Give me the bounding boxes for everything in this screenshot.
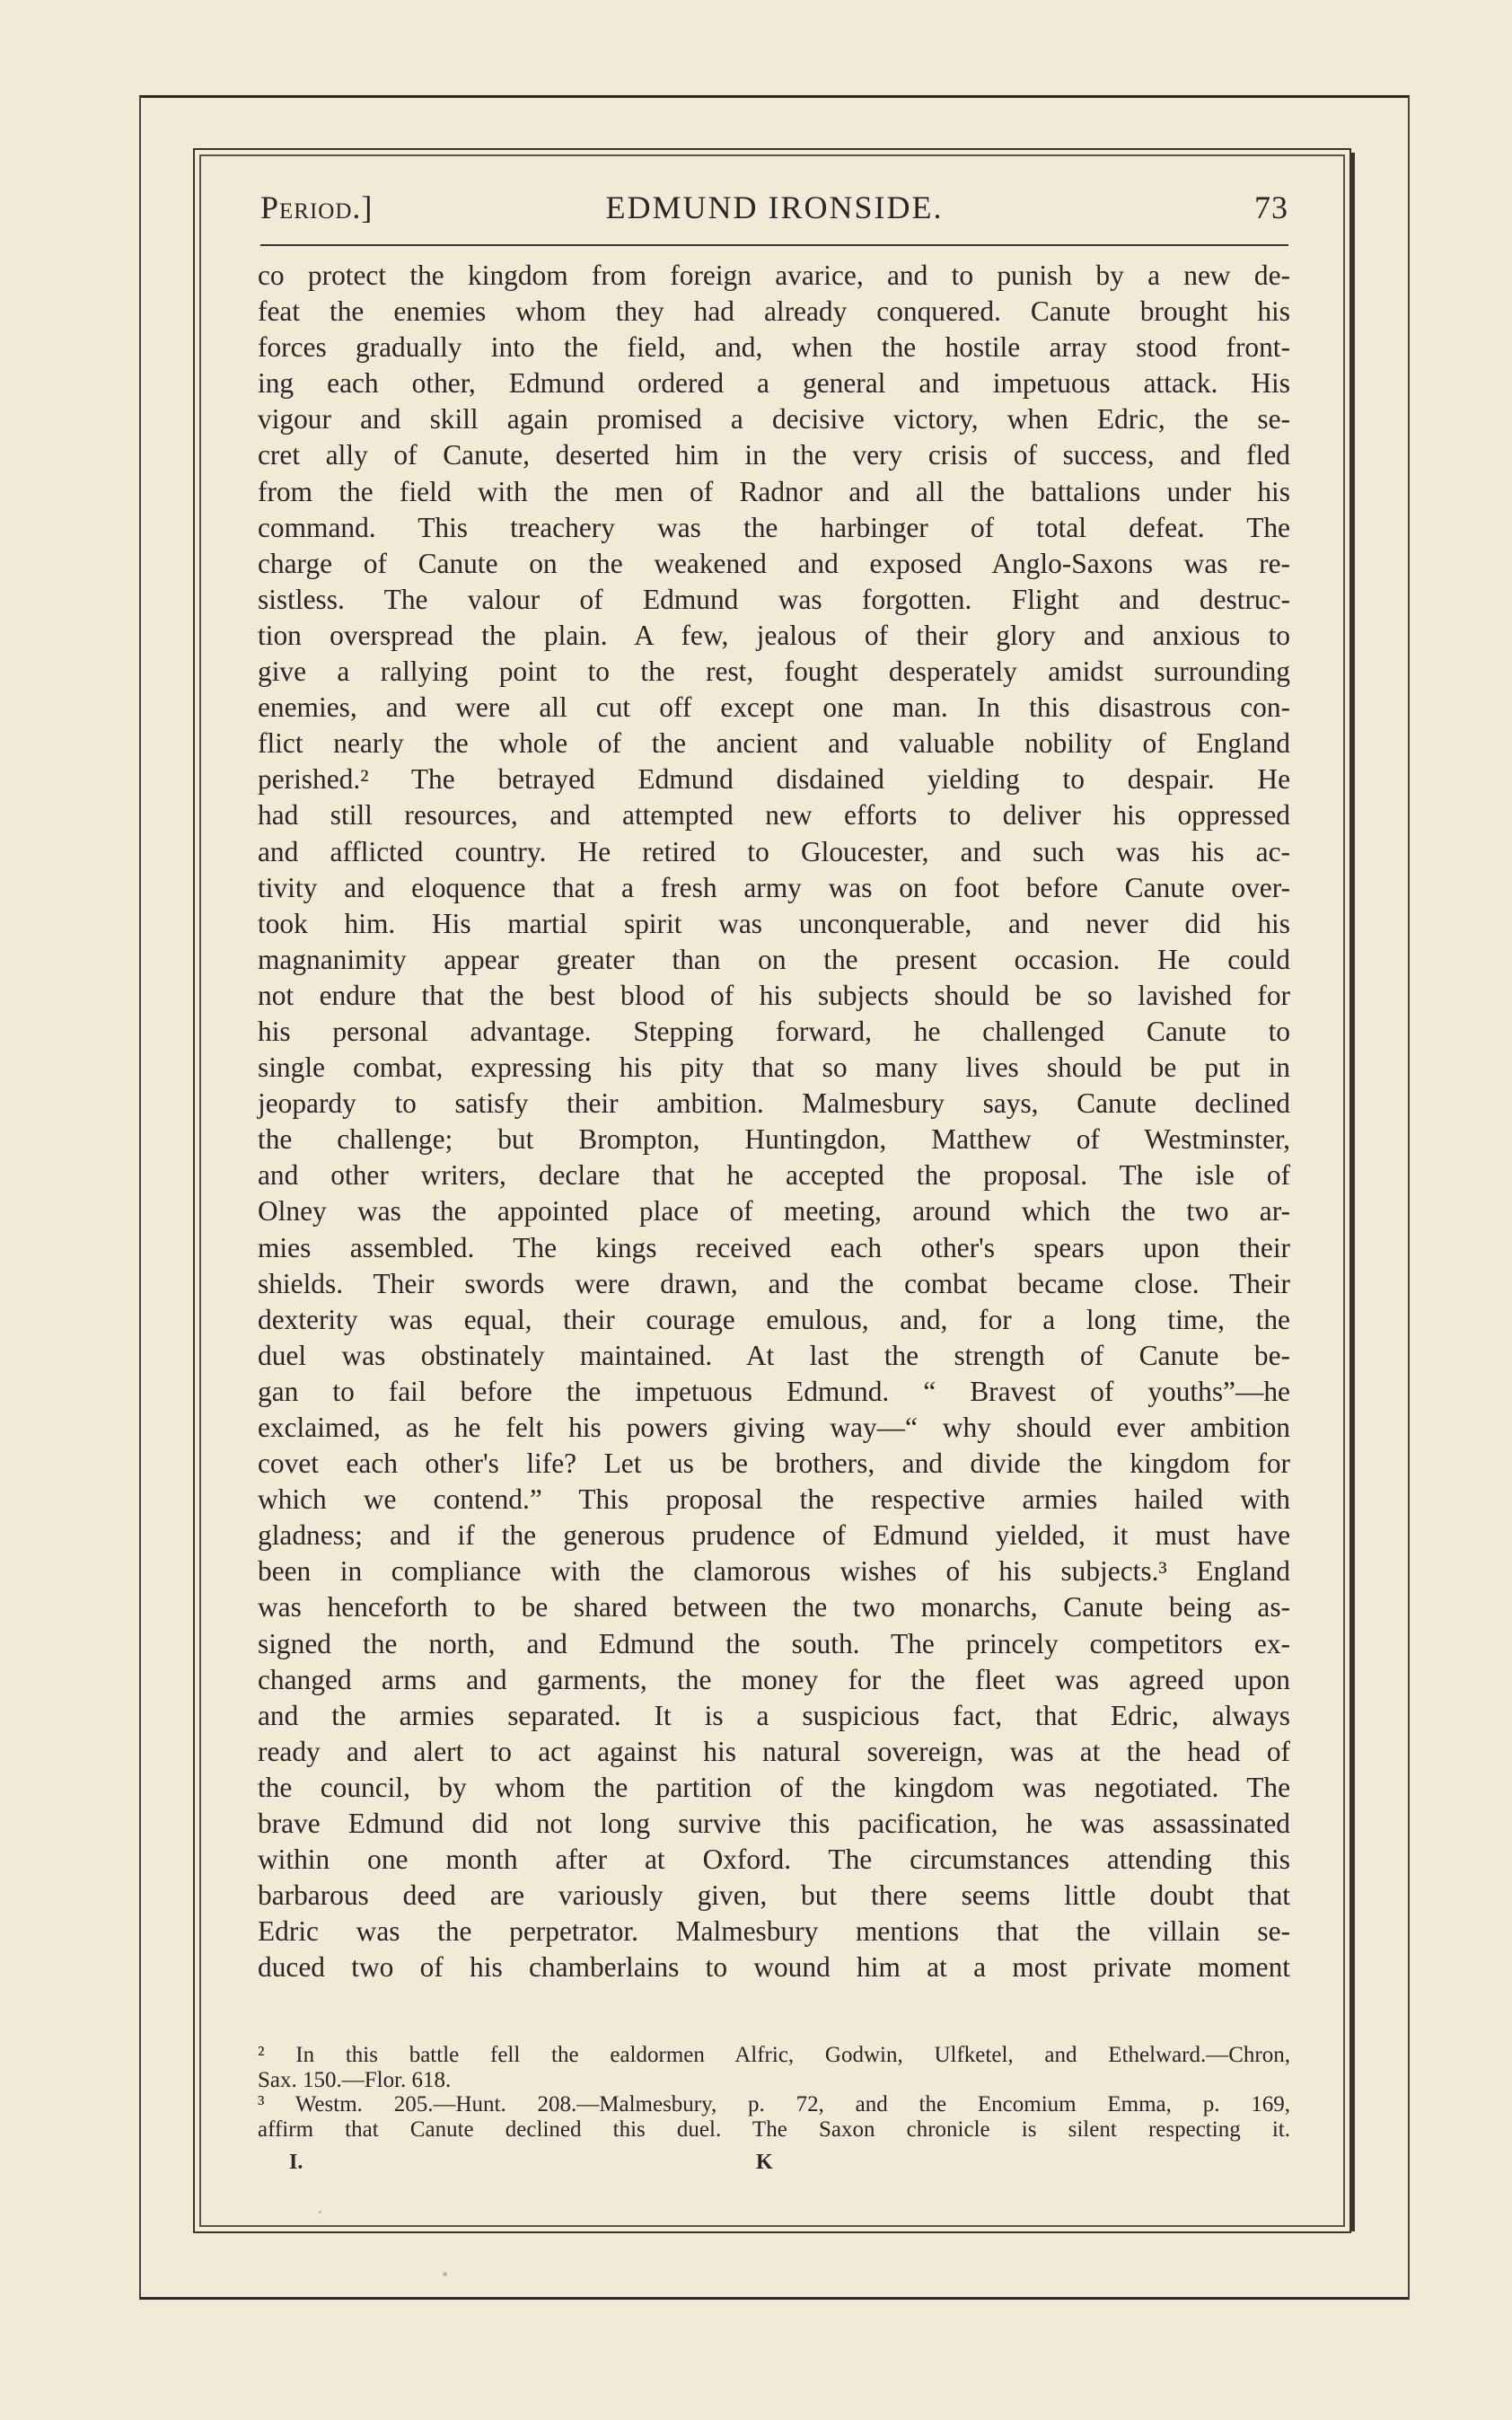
text-line: duel was obstinately maintained. At last the strength of Canute be- bbox=[258, 1339, 1290, 1371]
page-number: 73 bbox=[1254, 189, 1288, 225]
text-line: feat the enemies whom they had already conquered. Canute brought his bbox=[258, 295, 1290, 328]
text-line: ing each other, Edmund ordered a general and impetuous attack. His bbox=[258, 367, 1290, 400]
text-line: gladness; and if the generous prudence of Edmund yielded, it must have bbox=[258, 1519, 1290, 1552]
text-line: forces gradually into the field, and, when the hostile array stood front- bbox=[258, 331, 1290, 364]
text-line: the council, by whom the partition of the kingdom was negotiated. The bbox=[258, 1771, 1290, 1803]
text-line: Olney was the appointed place of meeting, around which the two ar- bbox=[258, 1195, 1290, 1228]
text-line: flict nearly the whole of the ancient and valuable nobility of England bbox=[258, 727, 1290, 760]
header-title: EDMUND IRONSIDE. bbox=[605, 189, 944, 225]
text-line: single combat, expressing his pity that so many lives should be put in bbox=[258, 1052, 1290, 1084]
text-line: exclaimed, as he felt his powers giving way—“ why should ever ambition bbox=[258, 1412, 1290, 1443]
text-line: was henceforth to be shared between the two monarchs, Canute being as- bbox=[258, 1591, 1290, 1624]
page-edge-shadow bbox=[1351, 153, 1355, 2231]
printer-signature bbox=[258, 2151, 796, 2178]
text-line: signed the north, and Edmund the south. The princely competitors ex- bbox=[258, 1627, 1290, 1659]
footnotes bbox=[258, 2043, 1290, 2142]
text-line: the challenge; but Brompton, Huntingdon, Matthew of Westminster, bbox=[258, 1123, 1290, 1156]
text-line: shields. Their swords were drawn, and the combat became close. Their bbox=[258, 1267, 1290, 1299]
text-line: and other writers, declare that he accepted the proposal. The isle of bbox=[258, 1159, 1290, 1192]
signature-volume: I. bbox=[289, 2151, 303, 2174]
text-line: gan to fail before the impetuous Edmund. “ Bravest of youths”—he bbox=[258, 1375, 1290, 1407]
text-line: covet each other's life? Let us be brothers, and divide the kingdom for bbox=[258, 1448, 1290, 1480]
text-line: co protect the kingdom from foreign avarice, and to punish by a new de- bbox=[258, 260, 1290, 291]
text-line: enemies, and were all cut off except one man. In this disastrous con- bbox=[258, 691, 1290, 724]
text-line: mies assembled. The kings received each other's spears upon their bbox=[258, 1231, 1290, 1263]
text-line: dexterity was equal, their courage emulous, and, for a long time, the bbox=[258, 1303, 1290, 1335]
body-text bbox=[258, 258, 1290, 2022]
text-line: cret ally of Canute, deserted him in the very crisis of success, and fled bbox=[258, 439, 1290, 471]
text-line: charge of Canute on the weakened and exposed Anglo-Saxons was re- bbox=[258, 547, 1290, 579]
text-line: and the armies separated. It is a suspicious fact, that Edric, always bbox=[258, 1699, 1290, 1731]
text-line: changed arms and garments, the money for the fleet was agreed upon bbox=[258, 1663, 1290, 1695]
footnote-line: affirm that Canute declined this duel. The Saxon chronicle is silent respecting it. bbox=[258, 2116, 1290, 2142]
text-line: had still resources, and attempted new efforts to deliver his oppressed bbox=[258, 799, 1290, 832]
text-line: from the field with the men of Radnor and all the battalions under his bbox=[258, 475, 1290, 507]
header-section-label: Period.] bbox=[260, 189, 374, 225]
paper-speck bbox=[319, 2211, 321, 2213]
text-line bbox=[258, 1986, 1290, 2022]
text-line: his personal advantage. Stepping forward, he challenged Canute to bbox=[258, 1015, 1290, 1047]
text-line: and afflicted country. He retired to Gloucester, and such was his ac- bbox=[258, 835, 1290, 867]
text-line: took him. His martial spirit was unconquerable, and never did his bbox=[258, 907, 1290, 939]
text-line: which we contend.” This proposal the respective armies hailed with bbox=[258, 1483, 1290, 1516]
text-line: duced two of his chamberlains to wound him at a most private moment bbox=[258, 1951, 1290, 1984]
text-line: brave Edmund did not long survive this pacification, he was assassinated bbox=[258, 1808, 1290, 1840]
header-rule bbox=[260, 244, 1288, 246]
text-line: magnanimity appear greater than on the present occasion. He could bbox=[258, 943, 1290, 975]
text-line: barbarous deed are variously given, but there seems little doubt that bbox=[258, 1879, 1290, 1912]
text-line: ready and alert to act against his natural sovereign, was at the head of bbox=[258, 1735, 1290, 1767]
text-line: give a rallying point to the rest, fought desperately amidst surrounding bbox=[258, 656, 1290, 688]
text-line: tion overspread the plain. A few, jealous of their glory and anxious to bbox=[258, 619, 1290, 651]
footnote-line: ² In this battle fell the ealdormen Alfric, Godwin, Ulfketel, and Ethelward.—Chron, bbox=[258, 2043, 1290, 2067]
text-line: jeopardy to satisfy their ambition. Malmesbury says, Canute declined bbox=[258, 1087, 1290, 1120]
text-line: been in compliance with the clamorous wishes of his subjects.³ England bbox=[258, 1555, 1290, 1588]
text-line: Edric was the perpetrator. Malmesbury mentions that the villain se- bbox=[258, 1915, 1290, 1948]
text-line: within one month after at Oxford. The circumstances attending this bbox=[258, 1844, 1290, 1876]
footnote-line: Sax. 150.—Flor. 618. bbox=[258, 2067, 452, 2092]
text-line: tivity and eloquence that a fresh army was on foot before Canute over- bbox=[258, 871, 1290, 903]
text-line: sistless. The valour of Edmund was forgotten. Flight and destruc- bbox=[258, 583, 1290, 615]
text-line: command. This treachery was the harbinger of total defeat. The bbox=[258, 511, 1290, 543]
text-line: vigour and skill again promised a decisive victory, when Edric, the se- bbox=[258, 403, 1290, 436]
running-header bbox=[260, 189, 1288, 233]
paper-speck bbox=[443, 2272, 447, 2276]
text-line: not endure that the best blood of his subjects should be so lavished for bbox=[258, 979, 1290, 1011]
signature-mark: K bbox=[756, 2151, 773, 2174]
text-line: perished.² The betrayed Edmund disdained yielding to despair. He bbox=[258, 763, 1290, 796]
footnote-line: ³ Westm. 205.—Hunt. 208.—Malmesbury, p. 72, and the Encomium Emma, p. 169, bbox=[258, 2092, 1290, 2116]
